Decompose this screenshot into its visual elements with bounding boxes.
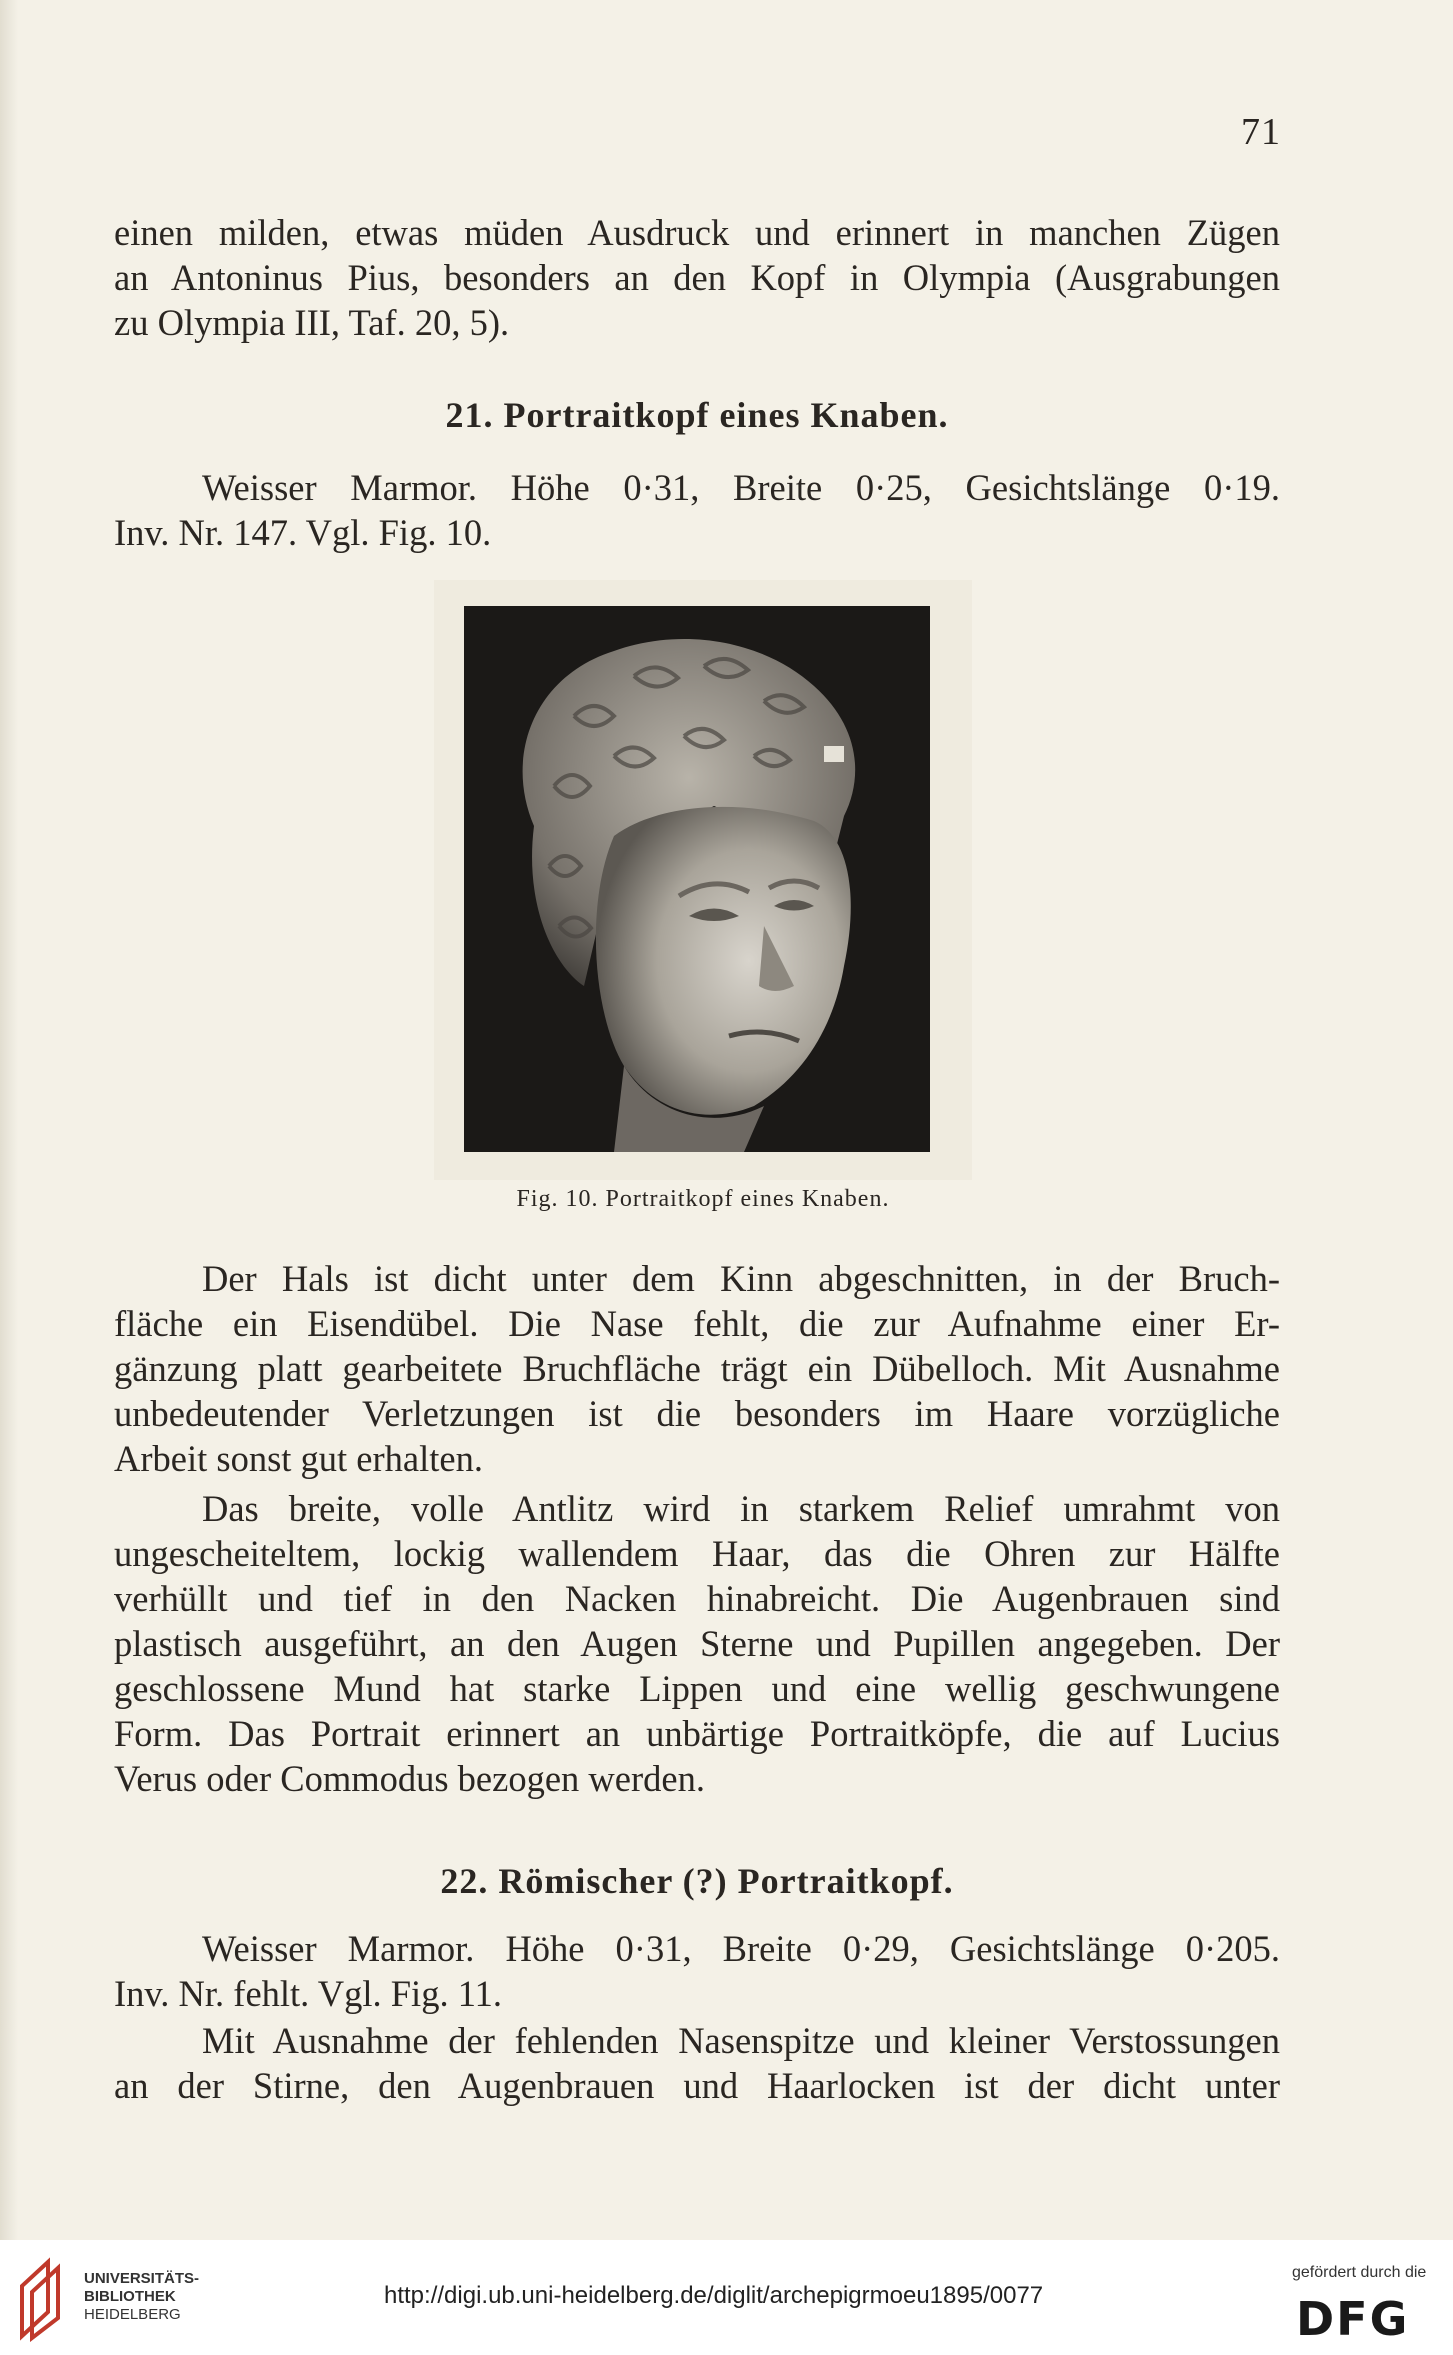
paragraph-meta-22	[114, 1926, 1280, 2016]
library-logo-icon	[14, 2256, 74, 2342]
text-line: plastisch ausgeführt, an den Augen Sterne und Pupillen angegeben. Der	[114, 1623, 1280, 1664]
library-name	[84, 2270, 199, 2324]
text-line: fläche ein Eisendübel. Die Nase fehlt, die zur Aufnahme einer Er-	[114, 1303, 1280, 1344]
heading-21: 21. Portraitkopf eines Knaben.	[445, 395, 949, 435]
text-line: Das breite, volle Antlitz wird in starkem Relief umrahmt von	[202, 1488, 1280, 1529]
text-line: Inv. Nr. 147. Vgl. Fig. 10.	[114, 512, 492, 553]
footer-bar	[0, 2240, 1453, 2355]
text-line: zu Olympia III, Taf. 20, 5).	[114, 302, 510, 343]
text-line: einen milden, etwas müden Ausdruck und erinnert in manchen Zügen	[114, 212, 1280, 253]
library-name-line: HEIDELBERG	[84, 2306, 181, 2323]
text-line: unbedeutender Verletzungen ist die besonders im Haare vorzügliche	[114, 1393, 1280, 1434]
library-name-line: BIBLIOTHEK	[84, 2288, 176, 2305]
text-line: Arbeit sonst gut erhalten.	[114, 1438, 483, 1479]
permalink-url[interactable]: http://digi.ub.uni-heidelberg.de/diglit/archepigrmoeu1895/0077	[384, 2282, 1044, 2309]
text-line: Weisser Marmor. Höhe 0·31, Breite 0·29, Gesichtslänge 0·205.	[202, 1928, 1280, 1969]
marble-head-illustration	[464, 606, 930, 1152]
paragraph-ausnahme	[114, 2018, 1280, 2108]
dfg-logo: DFG	[1296, 2292, 1410, 2346]
text-line: Weisser Marmor. Höhe 0·31, Breite 0·25, Gesichtslänge 0·19.	[202, 467, 1280, 508]
text-line: Form. Das Portrait erinnert an unbärtige Portraitköpfe, die auf Lucius	[114, 1713, 1280, 1754]
paragraph-hals	[114, 1256, 1280, 1481]
figure-caption: Fig. 10. Portraitkopf eines Knaben.	[516, 1186, 890, 1212]
text-line: an der Stirne, den Augenbrauen und Haarlocken ist der dicht unter	[114, 2065, 1280, 2106]
heading-22: 22. Römischer (?) Portraitkopf.	[440, 1861, 954, 1901]
page-number: 71	[1241, 111, 1281, 153]
text-line: gänzung platt gearbeitete Bruchfläche trägt ein Dübelloch. Mit Ausnahme	[114, 1348, 1280, 1389]
text-line: Inv. Nr. fehlt. Vgl. Fig. 11.	[114, 1973, 502, 2014]
paragraph-intro	[114, 210, 1280, 345]
text-line: Mit Ausnahme der fehlenden Nasenspitze und kleiner Verstossungen	[202, 2020, 1280, 2061]
text-line: verhüllt und tief in den Nacken hinabreicht. Die Augenbrauen sind	[114, 1578, 1280, 1619]
paragraph-antlitz	[114, 1486, 1280, 1801]
text-line: Verus oder Commodus bezogen werden.	[114, 1758, 705, 1799]
paragraph-meta-21	[114, 465, 1280, 555]
text-line: an Antoninus Pius, besonders an den Kopf in Olympia (Ausgrabungen	[114, 257, 1280, 298]
text-line: geschlossene Mund hat starke Lippen und eine wellig geschwungene	[114, 1668, 1280, 1709]
funded-by-label: gefördert durch die	[1292, 2264, 1427, 2281]
text-line: Der Hals ist dicht unter dem Kinn abgeschnitten, in der Bruch-	[202, 1258, 1280, 1299]
text-line: ungescheiteltem, lockig wallendem Haar, das die Ohren zur Hälfte	[114, 1533, 1280, 1574]
library-name-line: UNIVERSITÄTS-	[84, 2270, 200, 2287]
portrait-head-photo	[464, 606, 930, 1152]
